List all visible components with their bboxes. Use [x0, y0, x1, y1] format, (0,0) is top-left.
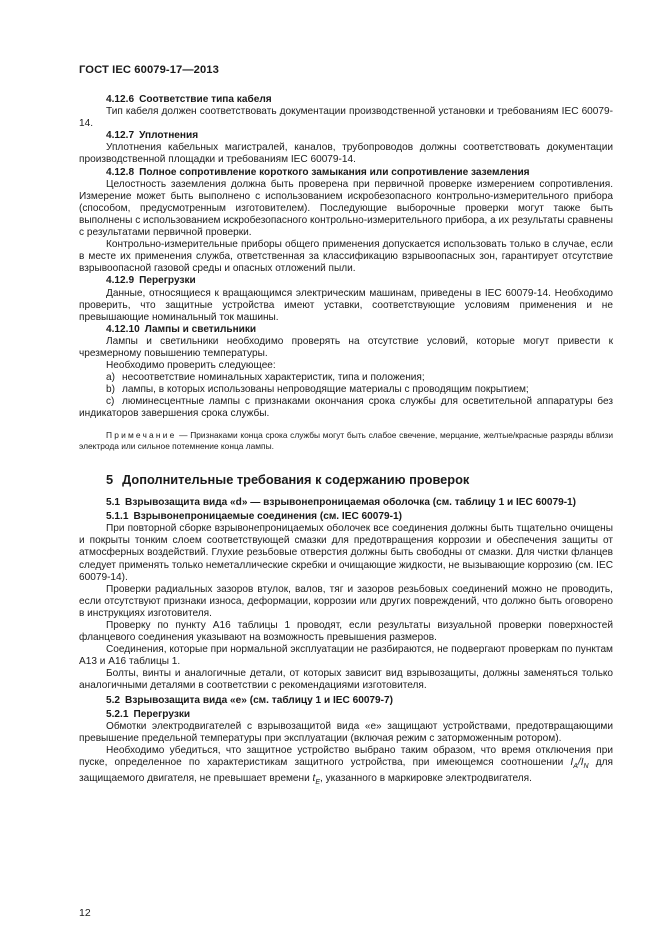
section-heading-5: 5 Дополнительные требования к содержанию проверок	[106, 471, 470, 487]
page-header-standard: ГОСТ IEC 60079-17—2013	[79, 64, 219, 76]
section-heading-5-2-1: 5.2.1 Перегрузки	[106, 708, 191, 720]
paragraph: Контрольно-измерительные приборы общего применения допускается использовать только в случае, если в месте их применения служба, ответственная за классификацию взрывоопасных зон, гарантирует отсутствие взрывоопасной газовой среды и опасных отложений пыли.	[79, 239, 613, 275]
paragraph: Тип кабеля должен соответствовать документации производственной установки и требованиям IEC 60079-14.	[79, 106, 613, 130]
paragraph: Уплотнения кабельных магистралей, каналов, трубопроводов должны соответствовать документации производственной площадки и требованиям IEC 60079-14.	[79, 142, 613, 166]
paragraph: Проверки радиальных зазоров втулок, валов, тяг и зазоров резьбовых соединений можно не проводить, если отсутствуют признаки износа, деформации, коррозии или других повреждений, что должно быть оговорено в инструкциях изготовителя.	[79, 583, 613, 619]
paragraph: Обмотки электродвигателей с взрывозащитой вида «е» защищают устройствами, предотвращающими превышение предельной температуры при эксплуатации (включая режим с заторможенным ротором).	[79, 720, 613, 744]
paragraph: Необходимо убедиться, что защитное устройство выбрано таким образом, что время отключения при пуске, определенное по характеристикам защитного устройства, при имеющемся соотношении $I_A/I_N$ для защищаемого двигателя, не превышает времени $t_E$, указанного в маркировке электродвигателя.	[79, 744, 613, 787]
section-heading-5-1-1: 5.1.1 Взрывонепроницаемые соединения (см. IEC 60079-1)	[106, 511, 402, 523]
paragraph: Целостность заземления должна быть проверена при первичной проверке измерением сопротивления. Измерение может быть выполнено с использованием искробезопасного контрольно-измерительного прибора (способом, предусмотренным изготовителем). Последующие выборочные проверки могут также быть выполнены с использованием искробезопасного контрольно-измерительного прибора, а их результаты сравнены с результатами первичной проверки.	[79, 178, 613, 239]
page-number: 12	[79, 907, 91, 919]
section-heading-5-1: 5.1 Взрывозащита вида «d» — взрывонепроницаемая оболочка (см. таблицу 1 и IEC 60079-1)	[106, 497, 577, 509]
paragraph: Необходимо проверить следующее:	[106, 360, 276, 372]
current-ratio: $I_A/I_N$	[570, 757, 589, 771]
document-body	[79, 94, 613, 789]
paragraph: Лампы и светильники необходимо проверять на отсутствие условий, которые могут привести к чрезмерному повышению температуры.	[79, 335, 613, 359]
note	[79, 430, 613, 452]
section-heading-4-12-9: 4.12.9 Перегрузки	[106, 275, 196, 287]
paragraph: Болты, винты и аналогичные детали, от которых зависит вид взрывозащиты, должны заменяться только аналогичными деталями в соответствии с рекомендациями изготовителя.	[79, 668, 613, 692]
list-item: c) люминесцентные лампы с признаками окончания срока службы для осветительной аппаратуры без индикаторов завершения срока службы.	[79, 396, 613, 420]
paragraph: Проверку по пункту А16 таблицы 1 проводят, если результаты визуальной проверки поверхностей фланцевого соединения указывают на возможность превышения размеров.	[79, 619, 613, 644]
section-heading-4-12-7: 4.12.7 Уплотнения	[106, 130, 199, 142]
list-item: а) несоответствие номинальных характеристик, типа и положения;	[106, 372, 425, 384]
paragraph: Соединения, которые при нормальной эксплуатации не разбираются, не подвергают проверкам по пунктам А13 и А16 таблицы 1.	[79, 644, 613, 668]
paragraph: Данные, относящиеся к вращающимся электрическим машинам, приведены в IEC 60079-14. Необходимо проверить, что защитные устройства имеют уставки, соответствующие условиям применения и не превышающие номинальный ток машины.	[79, 287, 613, 323]
list-item: b) лампы, в которых использованы непроводящие материалы с проводящим покрытием;	[106, 384, 529, 396]
section-heading-4-12-6: 4.12.6 Соответствие типа кабеля	[106, 94, 272, 105]
note-label: Примечание	[106, 429, 177, 440]
note-text: — Признаками конца срока службы могут быть слабое свечение, мерцание, желтые/красные разряды вблизи электрода или сильное потемнение конца лампы.	[79, 429, 613, 451]
paragraph: При повторной сборке взрывонепроницаемых оболочек все соединения должны быть тщательно очищены и покрыты тонким слоем соответствующей смазки для предотвращения коррозии и обеспечения защиты от атмосферных воздействий. Глухие резьбовые отверстия должны быть свободны от смазки. Для чистки фланцев следует применять только неметаллические скребки и очищающие жидкости, не вызывающие коррозию (см. IEC 60079-14).	[79, 523, 613, 583]
section-heading-4-12-8: 4.12.8 Полное сопротивление короткого замыкания или сопротивление заземления	[106, 166, 530, 178]
section-heading-4-12-10: 4.12.10 Лампы и светильники	[106, 323, 257, 335]
section-heading-5-2: 5.2 Взрывозащита вида «е» (см. таблицу 1 и IEC 60079-7)	[106, 694, 393, 706]
time-symbol: $t_E$	[312, 773, 321, 787]
